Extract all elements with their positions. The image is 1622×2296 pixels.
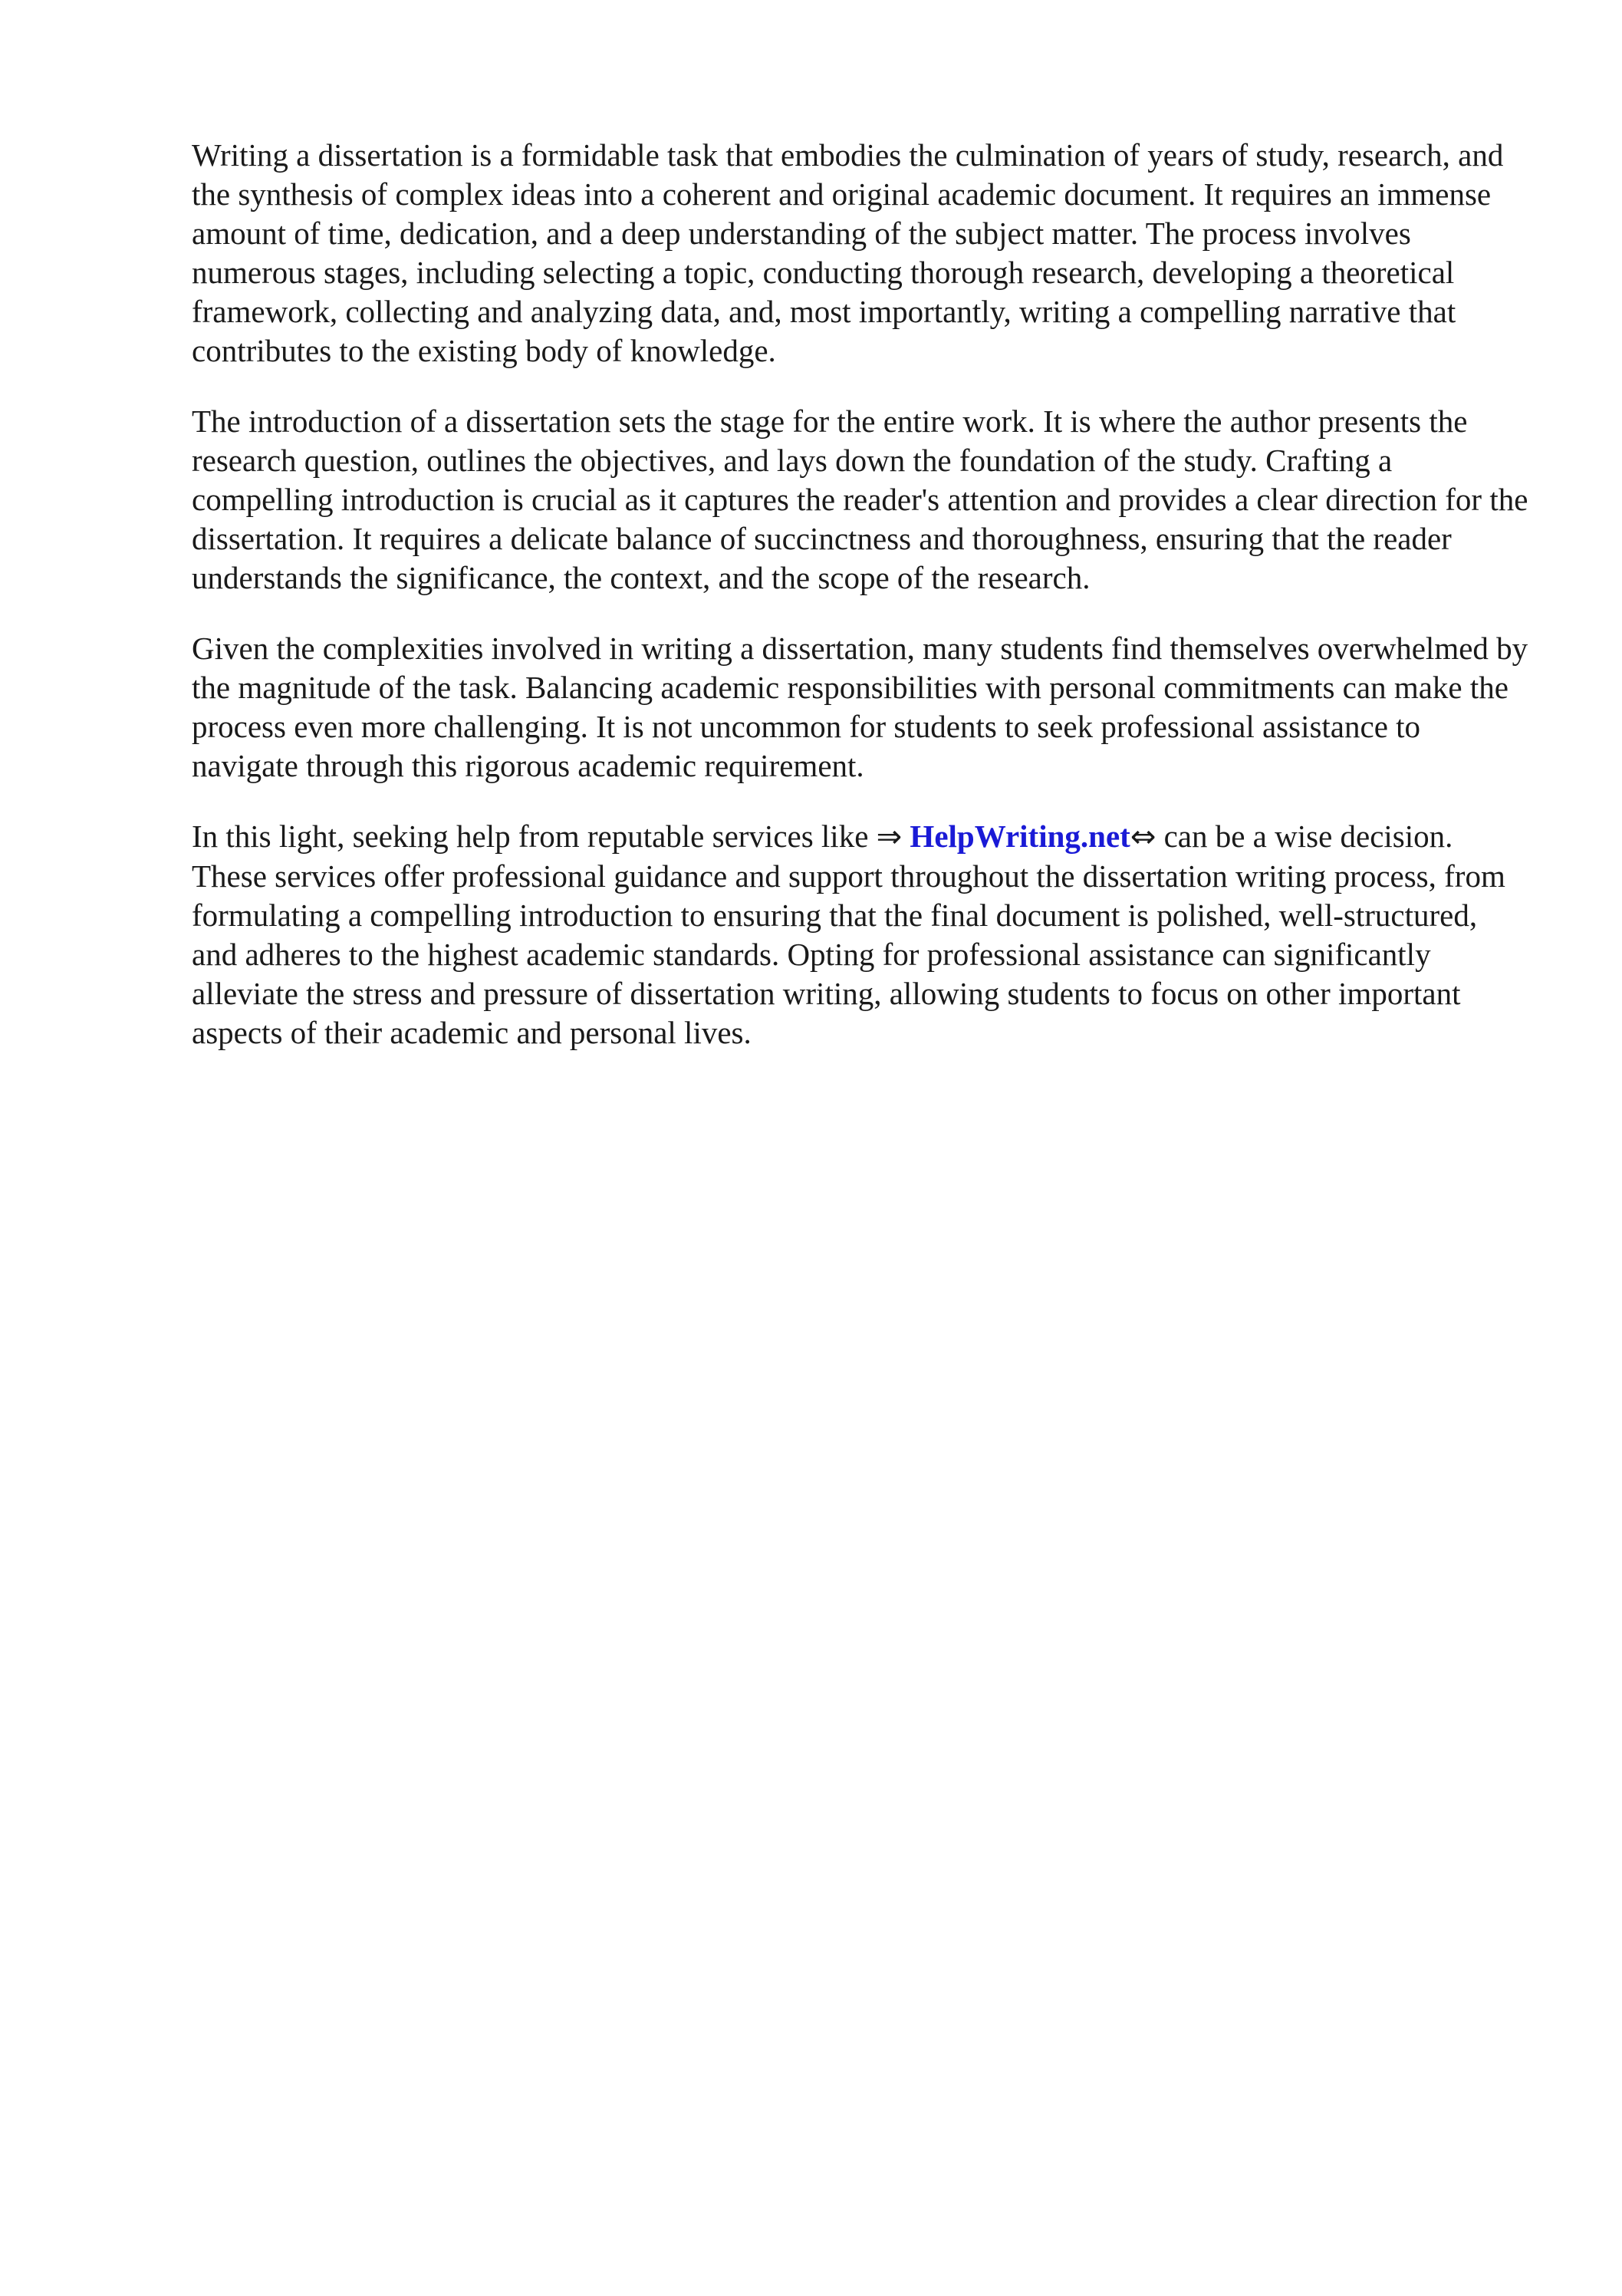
paragraph-1: Writing a dissertation is a formidable task that embodies the culmination of years of study, research, and the synthesis of complex ideas into a coherent and original academic document. It requires an immense amount of time, dedication, and a deep understanding of the subject matter. The process involves numerous stages, including selecting a topic, conducting thorough research, developing a theoretical framework, collecting and analyzing data, and, most importantly, writing a compelling narrative that contributes to the existing body of knowledge. [192,137,1504,368]
right-arrow-icon: ⇒ [876,819,903,855]
paragraph-3: Given the complexities involved in writing a dissertation, many students find themselves overwhelmed by the magnitude of the task. Balancing academic responsibilities with personal commitments can make the process even more challenging. It is not uncommon for students to seek professional assistance to navigate through this rigorous academic requirement. [192,631,1528,783]
helpwriting-link[interactable]: HelpWriting.net [910,819,1130,854]
paragraph-4 [192,817,1530,1052]
document-body [192,136,1530,1084]
paragraph-4-trailing-text: can be a wise decision. These services offer professional guidance and support throughout the dissertation writing process, from formulating a compelling introduction to ensuring that the final document is polished, well-structured, and adheres to the highest academic standards. Opting for professional assistance can significantly alleviate the stress and pressure of dissertation writing, allowing students to focus on other important aspects of their academic and personal lives. [192,819,1505,1050]
paragraph-2: The introduction of a dissertation sets the stage for the entire work. It is where the author presents the research question, outlines the objectives, and lays down the foundation of the study. Crafting a compelling introduction is crucial as it captures the reader's attention and provides a clear direction for the dissertation. It requires a delicate balance of succinctness and thoroughness, ensuring that the reader understands the significance, the context, and the scope of the research. [192,404,1528,595]
paragraph-4-lead-text: In this light, seeking help from reputable services like [192,819,877,854]
left-right-arrow-icon: ⇔ [1130,819,1156,855]
